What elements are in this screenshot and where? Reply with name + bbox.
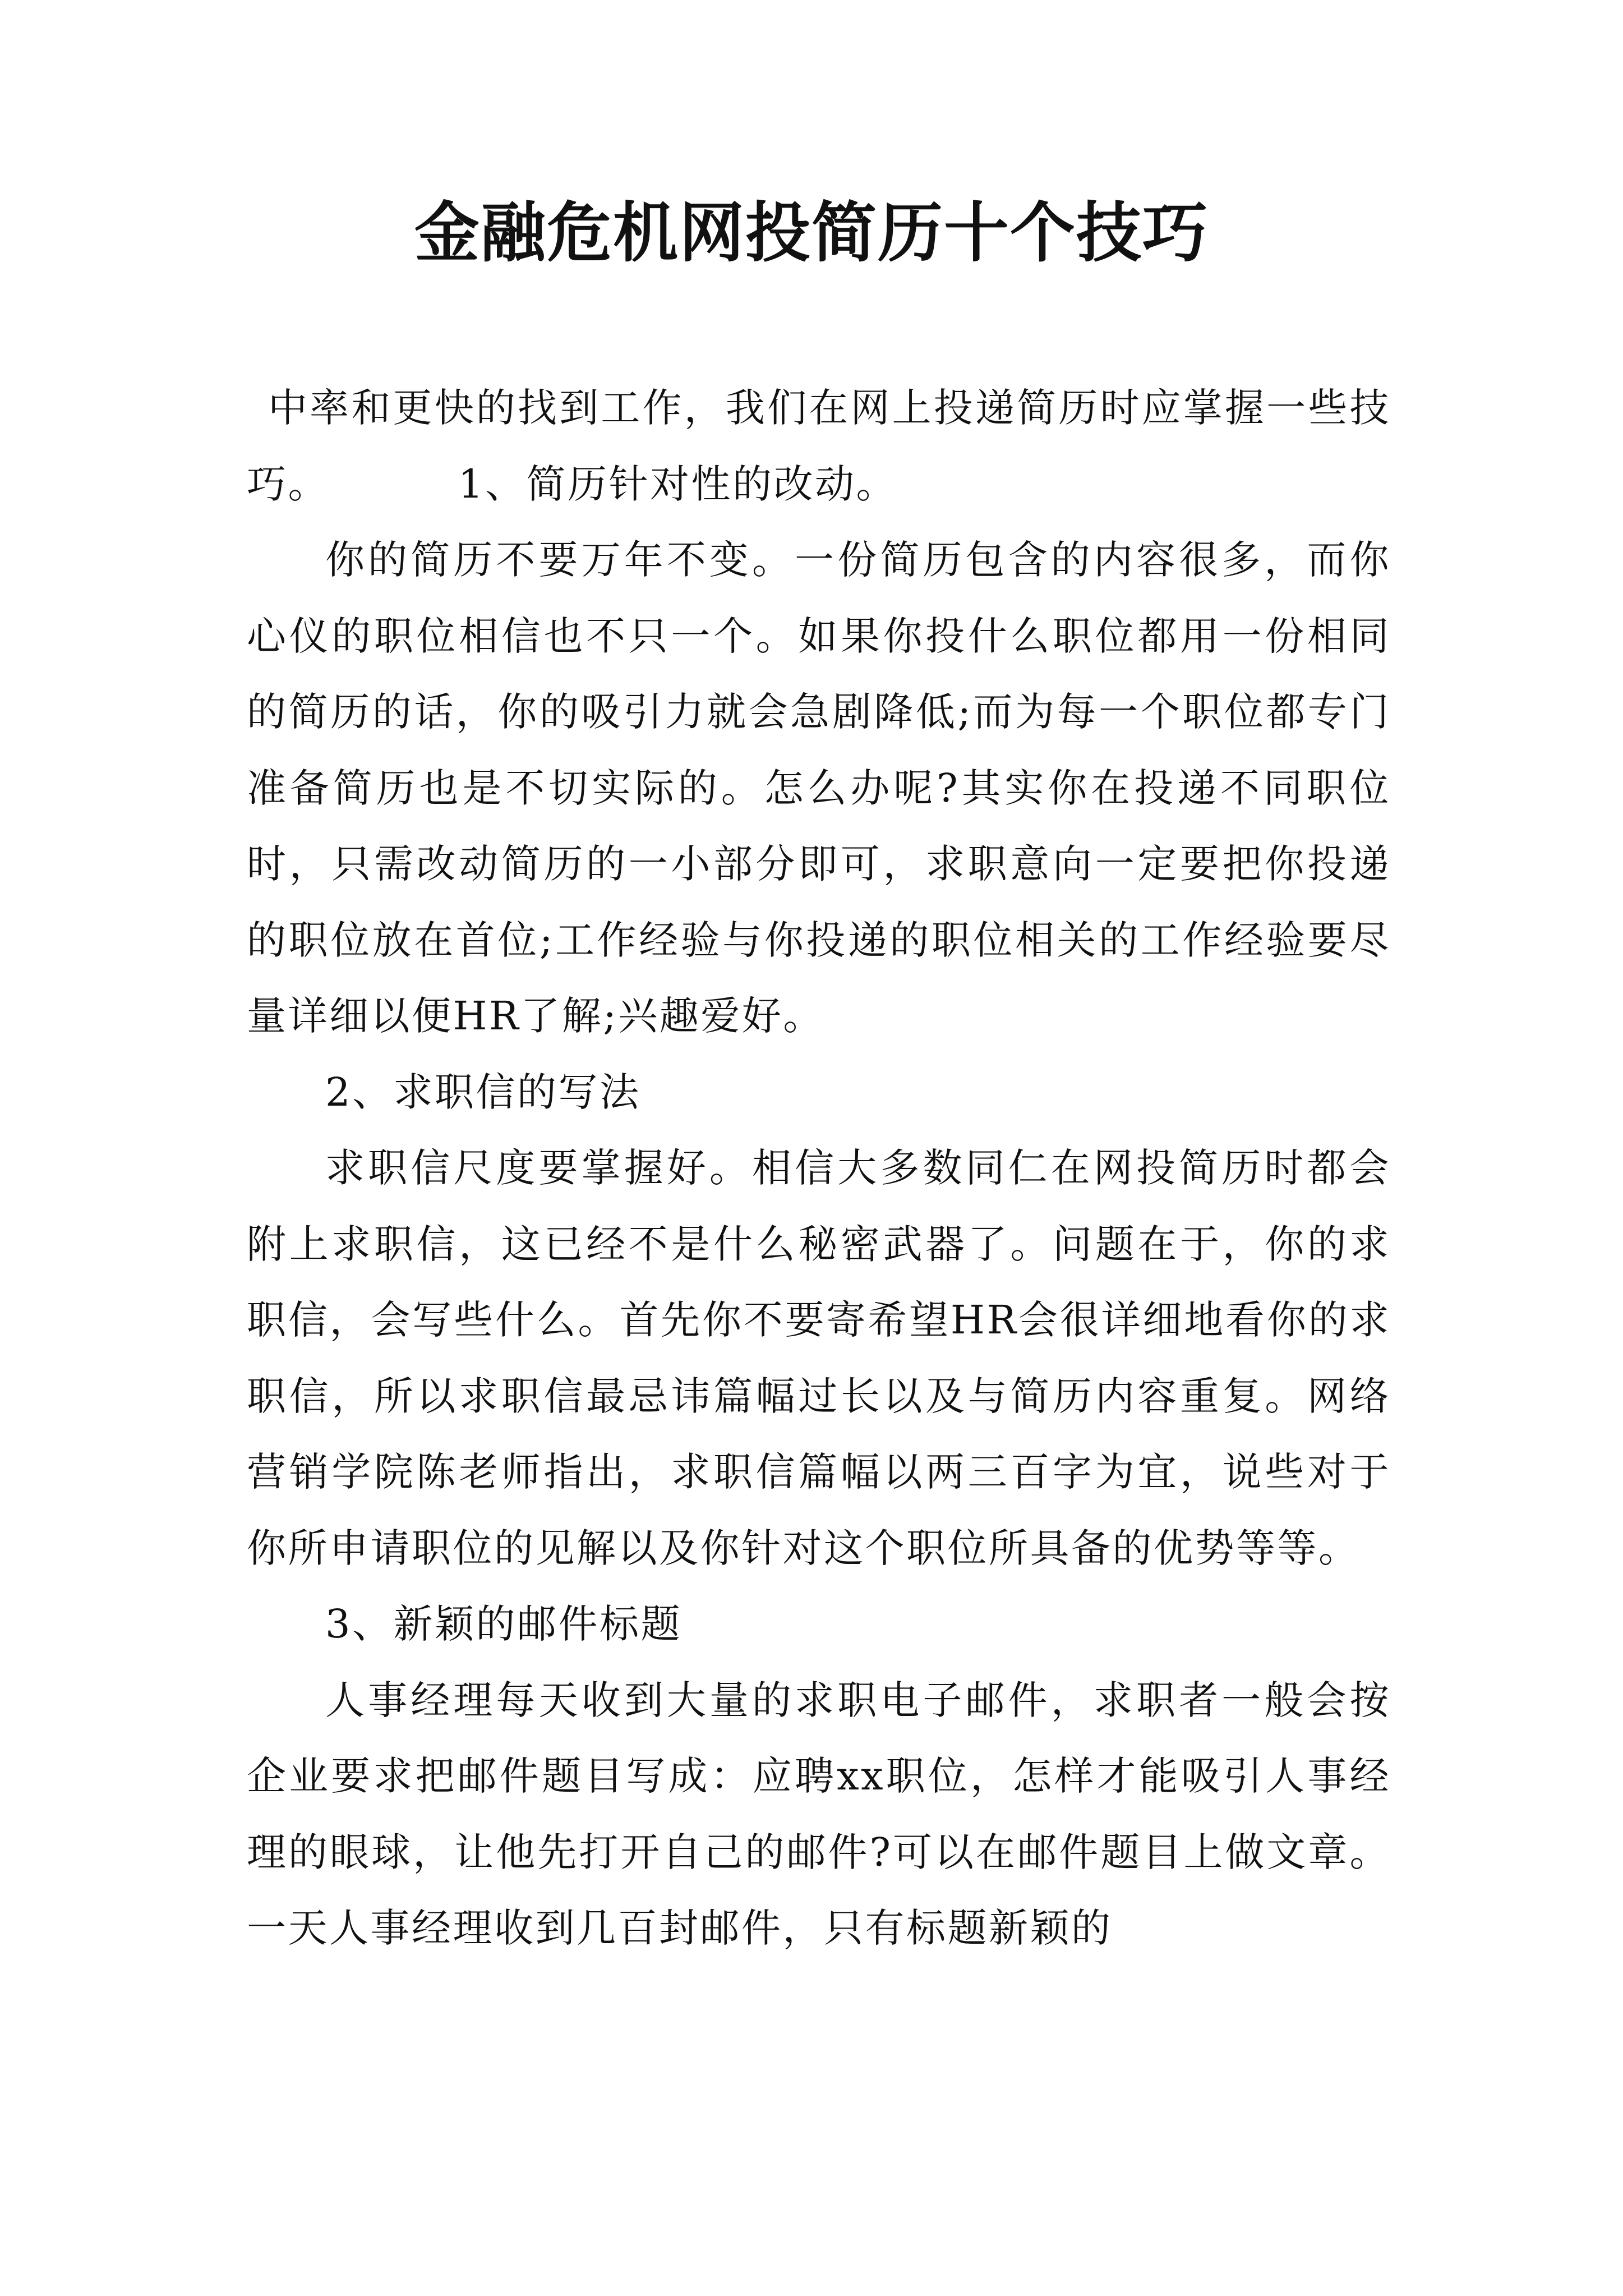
document-title: 金融危机网投简历十个技巧 (414, 195, 1209, 271)
intro-text: 中率和更快的找到工作，我们在网上投递简历时应掌握一些技巧。 (247, 385, 1391, 507)
section-2-heading: 2、求职信的写法 (325, 1069, 641, 1115)
intro-paragraph (247, 370, 1391, 522)
section-3-heading: 3、新颖的邮件标题 (325, 1601, 683, 1647)
section-1-heading: 1、简历针对性的改动。 (458, 461, 898, 507)
section-1-body: 你的简历不要万年不变。一份简历包含的内容很多，而你心仪的职位相信也不只一个。如果你投什么职位都用一份相同的简历的话，你的吸引力就会急剧降低;而为每一个职位都专门准备简历也是不切实际的。怎么办呢?其实你在投递不同职位时，只需改动简历的一小部分即可，求职意向一定要把你投递的职位放在首位;工作经验与你投递的职位相关的工作经验要尽量详细以便HR了解;兴趣爱好。 (247, 537, 1391, 1039)
section-2-body: 求职信尺度要掌握好。相信大多数同仁在网投简历时都会附上求职信，这已经不是什么秘密武器了。问题在于，你的求职信，会写些什么。首先你不要寄希望HR会很详细地看你的求职信，所以求职信最忌讳篇幅过长以及与简历内容重复。网络营销学院陈老师指出，求职信篇幅以两三百字为宜，说些对于你所申请职位的见解以及你针对这个职位所具备的优势等等。 (247, 1145, 1391, 1571)
document-body (247, 370, 1391, 1967)
section-3-body: 人事经理每天收到大量的求职电子邮件，求职者一般会按企业要求把邮件题目写成：应聘xx职位，怎样才能吸引人事经理的眼球，让他先打开自己的邮件?可以在邮件题目上做文章。一天人事经理收到几百封邮件，只有标题新颖的 (247, 1677, 1391, 1951)
